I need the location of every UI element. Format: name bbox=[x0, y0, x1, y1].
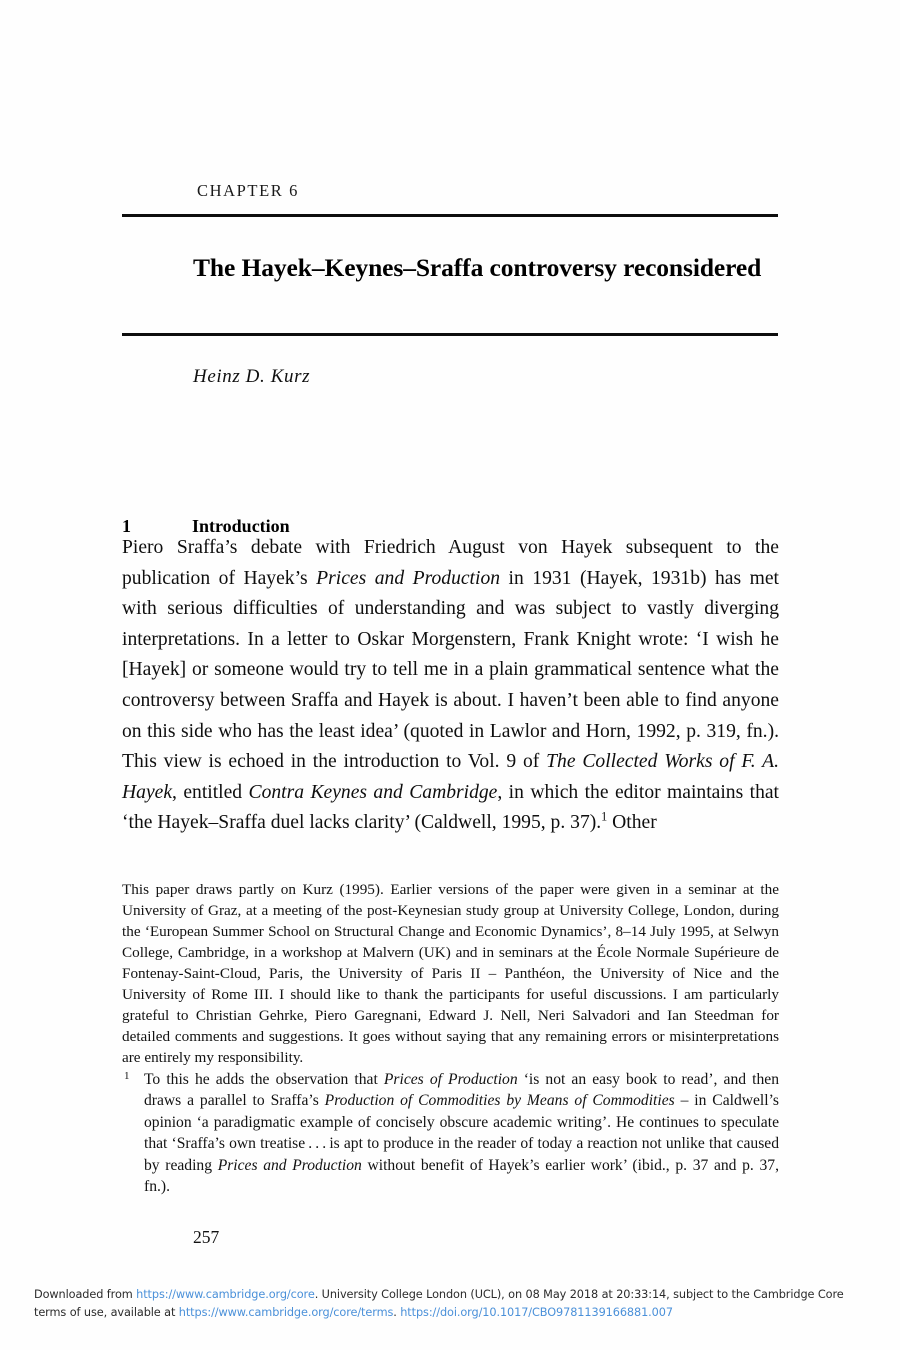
body-text-run-1: Piero Sraffa’s debate with Friedrich August von Hayek subsequent to the publication of Hayek’s bbox=[122, 537, 779, 589]
body-text-run-4: , in which the editor maintains that ‘the Hayek–Sraffa duel lacks clarity’ (Caldwell, 1995, p. 37). bbox=[122, 781, 780, 834]
body-paragraph bbox=[122, 533, 779, 839]
footnote-book-title-prices-of-production: Prices of Production bbox=[383, 1071, 518, 1088]
download-footer bbox=[0, 1286, 900, 1321]
download-footer-access-info: . University College London (UCL), on 08 May 2018 at 20:33:14, subject to the Cambridge bbox=[314, 1288, 815, 1301]
download-footer-prefix: Downloaded from bbox=[34, 1288, 137, 1301]
author-name: Heinz D. Kurz bbox=[193, 366, 311, 387]
page-number: 257 bbox=[193, 1227, 220, 1247]
footnote-book-title-production-of-commodities: Production of Commodities by Means of Commodities bbox=[324, 1092, 675, 1110]
doi-link[interactable]: https://doi.org/10.1017/CBO9781139166881.007 bbox=[400, 1305, 673, 1319]
footnote-1-run-1: To this he adds the observation that bbox=[144, 1071, 384, 1088]
acknowledgement-footnote: This paper draws partly on Kurz (1995). Earlier versions of the paper were given in a seminar at the University of Graz, at a meeting of the post-Keynesian study group at University College, London, during the ‘European Summer School on Structural Change and Economic Dynamics’, 8–14 July 1995, at Selwyn College, Cambridge, in a workshop at Malvern (UK) and in seminars at the École Normale Supérieure de Fontenay-Saint-Cloud, Paris, the University of Paris II – Panthéon, the University of Nice and the University of Rome III. I should like to thank the participants for useful discussions. I am particularly grateful to Christian Gehrke, Piero Garegnani, Edward J. Nell, Neri Salvadori and Ian Steedman for detailed comments and suggestions. It goes without saying that any remaining errors or misinterpretations are entirely my responsibility. bbox=[122, 881, 779, 1066]
footnote-1-run-4: without benefit of Hayek’s earlier work’ (ibid., p. 37 and p. 37, fn.). bbox=[144, 1156, 779, 1196]
cambridge-core-link[interactable]: https://www.cambridge.org/core bbox=[136, 1288, 315, 1301]
book-title-collected-works: The Collected Works of F. A. Hayek bbox=[122, 751, 780, 803]
body-text-run-2: in 1931 (Hayek, 1931b) has met with serious difficulties of understanding and was subject to vastly diverging interpretations. In a letter to Oskar Morgenstern, Frank Knight wrote: ‘I wish he [Hayek] or someone would try to tell me in a plain grammatical sentence what the controversy between Sraffa and Hayek is about. I haven’t been able to find anyone on this side who has the least idea’ (quoted in Lawlor and Horn, 1992, p. 319, fn.). This view is echoed in the introduction to Vol. 9 of bbox=[122, 567, 779, 773]
download-footer-separator: . bbox=[393, 1305, 401, 1319]
footnote-book-title-prices-and-production: Prices and Production bbox=[217, 1156, 362, 1174]
footnote-1 bbox=[122, 1069, 779, 1197]
title-rule-bottom bbox=[122, 333, 778, 336]
footnote-reference-1[interactable]: 1 bbox=[601, 809, 608, 824]
section-number: 1 bbox=[122, 515, 131, 536]
cambridge-core-terms-link[interactable]: https://www.cambridge.org/core/terms bbox=[178, 1305, 394, 1319]
body-text-run-5: Other bbox=[607, 812, 657, 834]
section-title: Introduction bbox=[192, 515, 290, 536]
download-footer-terms-prefix: Core terms of use, available at bbox=[34, 1288, 844, 1319]
footnote-area bbox=[122, 879, 779, 1197]
page-title: The Hayek–Keynes–Sraffa controversy reconsidered bbox=[193, 253, 762, 283]
book-title-contra-keynes: Contra Keynes and Cambridge bbox=[248, 781, 498, 803]
chapter-label: CHAPTER 6 bbox=[197, 181, 299, 200]
footnote-1-marker: 1 bbox=[124, 1070, 130, 1082]
book-title-prices-and-production: Prices and Production bbox=[316, 567, 501, 589]
title-rule-top bbox=[122, 214, 778, 217]
footnote-1-run-3: – in Caldwell’s opinion ‘a paradigmatic example of concisely obscure academic writing’. He continues to speculate that ‘Sraffa’s own treatise . . . is apt to produce in the reader of today a reaction not unlike that caused by reading bbox=[144, 1092, 779, 1174]
body-text-run-3: , entitled bbox=[172, 781, 249, 803]
footnote-1-run-2: ‘is not an easy book to read’, and then draws a parallel to Sraffa’s bbox=[144, 1071, 779, 1110]
